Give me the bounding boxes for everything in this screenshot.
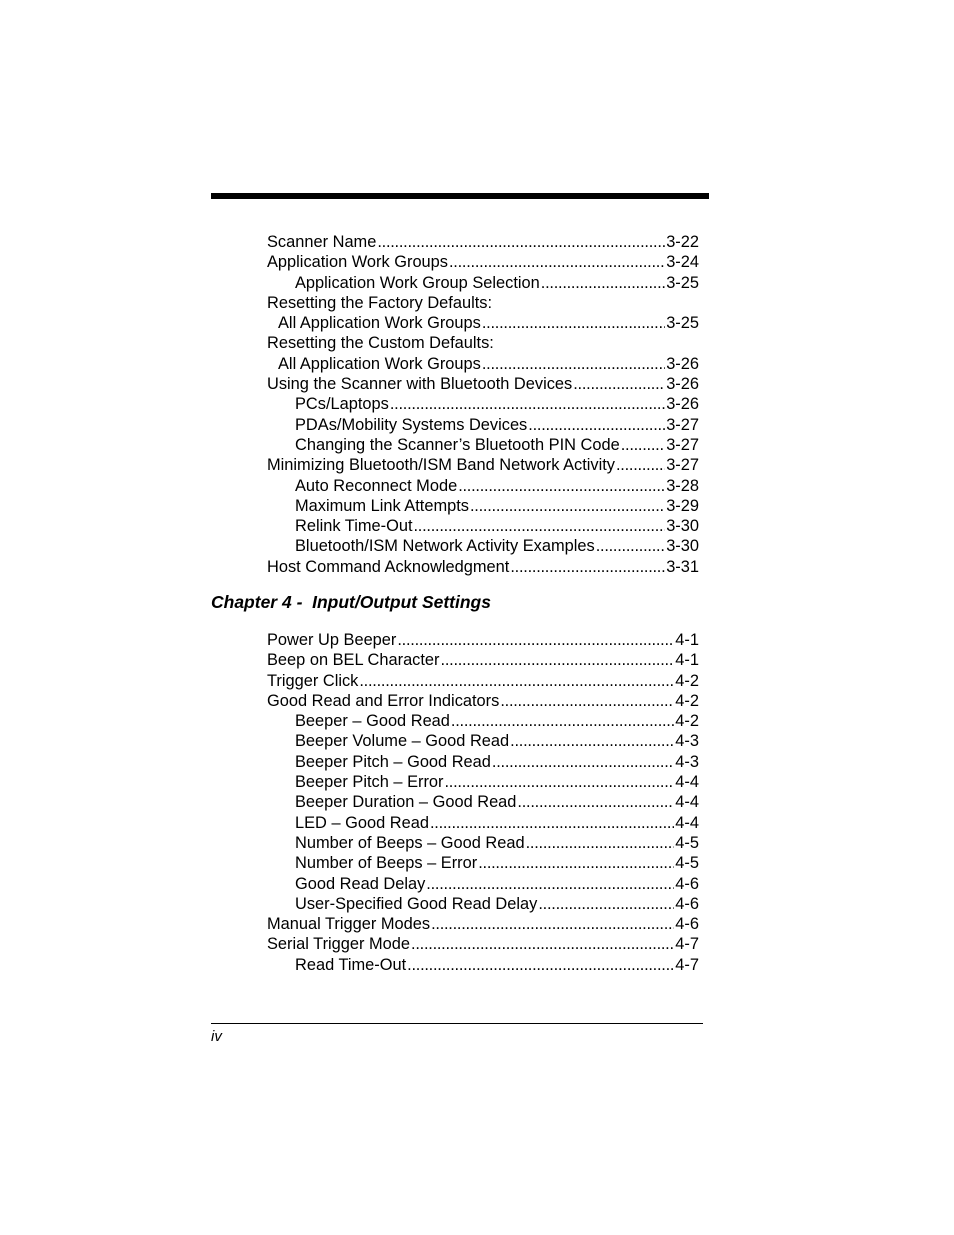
toc-leader-dots [482, 313, 665, 333]
toc-entry-title: Bluetooth/ISM Network Activity Examples [295, 537, 595, 556]
toc-entry [267, 630, 699, 650]
footer-rule [211, 1023, 703, 1024]
toc-entry [267, 415, 699, 435]
toc-entry-page: 4-7 [675, 935, 699, 954]
toc-entry [267, 691, 699, 711]
toc-entry-page: 3-28 [666, 476, 699, 495]
toc-entry-title: Read Time-Out [295, 955, 407, 974]
toc-leader-dots [538, 894, 674, 914]
toc-entry-title: Beep on BEL Character [267, 651, 440, 670]
toc-entry-title: Application Work Groups [267, 253, 448, 272]
toc-entry-title: Minimizing Bluetooth/ISM Band Network Activity [267, 456, 615, 475]
toc-leader-dots [430, 813, 674, 833]
toc-entry-page: 3-29 [666, 496, 699, 515]
toc-entry-page: 4-1 [675, 631, 699, 649]
toc-entry [267, 333, 699, 353]
toc-entry [267, 731, 699, 751]
toc-entry-page: 3-26 [666, 354, 699, 373]
toc-entry-title: All Application Work Groups [278, 354, 481, 373]
toc-leader-dots [458, 476, 665, 496]
toc-entry [267, 914, 699, 934]
toc-entry-page: 4-4 [675, 793, 699, 812]
toc-leader-dots [616, 455, 665, 475]
toc-leader-dots [621, 435, 665, 455]
toc-entry-page: 3-27 [666, 456, 699, 475]
toc-entry [267, 671, 699, 691]
toc-entry-title: All Application Work Groups [278, 314, 481, 333]
toc-entry [267, 435, 699, 455]
toc-entry-page: 4-5 [675, 854, 699, 873]
toc-leader-dots [359, 671, 674, 691]
toc-entry-title: Trigger Click [267, 671, 359, 690]
toc-entry-page: 4-3 [675, 752, 699, 771]
toc-entry-title: Resetting the Custom Defaults: [267, 334, 494, 353]
toc-entry-page: 4-6 [675, 915, 699, 934]
toc-leader-dots [407, 955, 674, 975]
toc-entry [267, 313, 699, 333]
toc-entry-title: User-Specified Good Read Delay [295, 894, 538, 913]
toc-entry [267, 394, 699, 414]
toc-entry-page: 4-4 [675, 813, 699, 832]
toc-entry [267, 273, 699, 293]
toc-leader-dots [482, 354, 665, 374]
toc-entry [267, 792, 699, 812]
toc-entry-page: 3-26 [666, 395, 699, 414]
toc-entry [267, 711, 699, 731]
toc-leader-dots [390, 394, 665, 414]
toc-list-chapter-3 [267, 232, 699, 577]
toc-entry-title: Power Up Beeper [267, 631, 397, 649]
toc-entry-title: Serial Trigger Mode [267, 935, 411, 954]
toc-leader-dots [414, 516, 666, 536]
toc-entry-title: Number of Beeps – Error [295, 854, 478, 873]
toc-entry [267, 516, 699, 536]
toc-entry [267, 772, 699, 792]
toc-entry-title: PCs/Laptops [295, 395, 389, 414]
toc-entry [267, 874, 699, 894]
toc-entry-title: Relink Time-Out [295, 517, 413, 536]
toc-entry-title: PDAs/Mobility Systems Devices [295, 415, 528, 434]
toc-leader-dots [510, 557, 665, 577]
toc-entry [267, 496, 699, 516]
toc-entry-page: 4-6 [675, 894, 699, 913]
toc-entry-page: 4-6 [675, 874, 699, 893]
chapter-heading: Chapter 4 - Input/Output Settings [211, 592, 491, 612]
toc-leader-dots [377, 232, 665, 252]
toc-entry-title: Beeper Volume – Good Read [295, 732, 510, 751]
toc-leader-dots [596, 536, 665, 556]
toc-entry-page: 4-2 [675, 671, 699, 690]
toc-leader-dots [431, 914, 674, 934]
toc-entry [267, 833, 699, 853]
toc-entry-page: 4-7 [675, 955, 699, 974]
toc-entry-page: 3-26 [666, 375, 699, 394]
toc-entry [267, 752, 699, 772]
toc-entry-title: Host Command Acknowledgment [267, 557, 510, 576]
toc-leader-dots [451, 711, 674, 731]
toc-leader-dots [541, 273, 665, 293]
toc-leader-dots [426, 874, 674, 894]
toc-entry-page: 3-25 [666, 314, 699, 333]
toc-entry-page: 3-31 [666, 557, 699, 576]
toc-entry [267, 894, 699, 914]
toc-leader-dots [528, 415, 665, 435]
page-number: iv [211, 1028, 222, 1045]
toc-entry-title: Scanner Name [267, 233, 377, 251]
toc-entry-title: Good Read Delay [295, 874, 426, 893]
toc-leader-dots [397, 630, 674, 650]
toc-leader-dots [500, 691, 674, 711]
toc-entry-title: Auto Reconnect Mode [295, 476, 458, 495]
toc-entry-page: 4-2 [675, 691, 699, 710]
toc-entry-page: 3-27 [666, 415, 699, 434]
toc-entry-title: Manual Trigger Modes [267, 915, 431, 934]
toc-entry-title: Changing the Scanner’s Bluetooth PIN Code [295, 435, 620, 454]
toc-entry-page: 4-5 [675, 833, 699, 852]
toc-entry [267, 232, 699, 252]
header-rule [211, 193, 709, 199]
toc-leader-dots [411, 934, 674, 954]
toc-entry-page: 3-30 [666, 537, 699, 556]
toc-leader-dots [445, 772, 675, 792]
toc-entry [267, 955, 699, 975]
toc-entry [267, 374, 699, 394]
toc-entry [267, 252, 699, 272]
toc-entry [267, 853, 699, 873]
toc-entry-page: 3-24 [666, 253, 699, 272]
toc-entry-page: 3-30 [666, 517, 699, 536]
toc-entry-page: 3-27 [666, 435, 699, 454]
toc-entry-title: Beeper – Good Read [295, 712, 450, 731]
toc-entry [267, 557, 699, 577]
toc-leader-dots [517, 792, 674, 812]
toc-leader-dots [573, 374, 665, 394]
toc-entry [267, 476, 699, 496]
toc-entry [267, 650, 699, 670]
toc-leader-dots [510, 731, 674, 751]
toc-leader-dots [470, 496, 665, 516]
toc-entry-title: Maximum Link Attempts [295, 496, 469, 515]
toc-entry-page: 4-4 [675, 773, 699, 792]
toc-entry-page: 4-1 [675, 651, 699, 670]
toc-entry-page: 4-2 [675, 712, 699, 731]
toc-entry [267, 293, 699, 313]
toc-entry-page: 4-3 [675, 732, 699, 751]
toc-entry [267, 354, 699, 374]
toc-leader-dots [441, 650, 675, 670]
toc-entry-title: Beeper Duration – Good Read [295, 793, 517, 812]
toc-entry-page: 3-25 [666, 273, 699, 292]
toc-entry-title: Number of Beeps – Good Read [295, 833, 525, 852]
toc-entry-title: LED – Good Read [295, 813, 429, 832]
toc-entry-title: Beeper Pitch – Good Read [295, 752, 491, 771]
toc-entry [267, 934, 699, 954]
toc-entry-title: Using the Scanner with Bluetooth Devices [267, 375, 573, 394]
toc-leader-dots [492, 752, 674, 772]
toc-entry-title: Resetting the Factory Defaults: [267, 293, 493, 312]
toc-entry-title: Good Read and Error Indicators [267, 691, 500, 710]
toc-entry-page: 3-22 [666, 233, 699, 251]
toc-entry-title: Beeper Pitch – Error [295, 773, 444, 792]
toc-entry [267, 813, 699, 833]
toc-entry [267, 536, 699, 556]
toc-entry [267, 455, 699, 475]
toc-list-chapter-4 [267, 630, 699, 975]
toc-leader-dots [526, 833, 675, 853]
toc-leader-dots [478, 853, 674, 873]
toc-leader-dots [449, 252, 665, 272]
toc-entry-title: Application Work Group Selection [295, 273, 540, 292]
